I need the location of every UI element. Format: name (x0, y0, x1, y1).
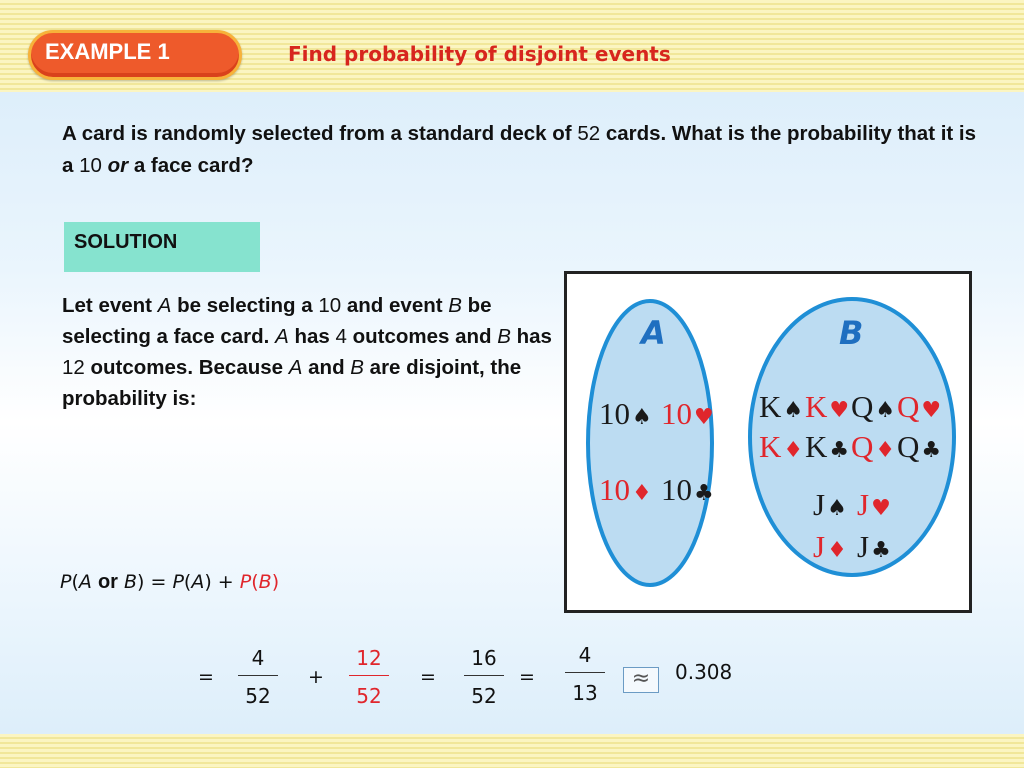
example-badge-label: EXAMPLE 1 (45, 39, 170, 64)
set-b-card-j-8: J♠ (813, 487, 847, 522)
expl-var-a-2: A (275, 325, 289, 348)
eq-sign-1: = (198, 666, 214, 688)
expl-var-b-2: B (497, 325, 511, 348)
set-a-label: A (641, 314, 666, 352)
expl-num-10: 10 (318, 294, 342, 317)
solution-explanation (62, 290, 552, 414)
expl-var-a-3: A (288, 356, 303, 379)
set-b-card-k-4: K♦ (759, 429, 804, 464)
fraction-16-52 (464, 646, 504, 708)
fraction-3-num: 16 (471, 646, 497, 670)
formula-eq: = (150, 571, 167, 593)
question-part1: A card is randomly selected from a standard deck of (62, 122, 578, 145)
expl-num-12: 12 (62, 356, 85, 379)
question-part3: a face card? (128, 154, 254, 177)
formula-a1: A (78, 571, 92, 593)
formula-p1: P (60, 571, 72, 593)
set-a-card-10-0: 10♠ (599, 396, 652, 431)
question-num-10: 10 (79, 154, 102, 177)
set-a-card-10-3: 10♣ (661, 472, 714, 507)
question-part2: cards. What is the probability that it is a (62, 122, 977, 177)
eq-sign-3: = (519, 666, 535, 688)
expl-t8: outcomes. Because (84, 356, 289, 379)
expl-t2: be selecting a (171, 294, 319, 317)
formula-p2: P (172, 571, 184, 593)
solution-label: SOLUTION (74, 231, 178, 253)
fraction-4-13 (565, 643, 605, 705)
bottom-stripe-band (0, 734, 1024, 768)
fraction-4-num: 4 (578, 643, 592, 667)
solution-label-box (64, 222, 260, 272)
expl-t7: has (510, 325, 552, 348)
expl-t10: are disjoint, the probability is: (62, 356, 522, 410)
formula-or: or (97, 571, 118, 593)
question-or: or (107, 154, 129, 177)
venn-diagram (564, 271, 972, 613)
set-b-card-j-11: J♣ (857, 529, 891, 564)
formula-b2: B (258, 571, 272, 593)
fraction-1-num: 4 (251, 646, 265, 670)
set-a-card-10-1: 10♥ (661, 396, 714, 431)
probability-formula: P(A or B) = P(A) + P(B) (60, 571, 280, 593)
formula-plus: + (217, 571, 234, 593)
fraction-2-num: 12 (356, 646, 382, 670)
result-value: 0.308 (675, 660, 733, 684)
plus-sign: + (308, 666, 324, 688)
eq-sign-2: = (420, 666, 436, 688)
formula-p3: P (239, 571, 252, 593)
expl-t3: and event (341, 294, 449, 317)
question-num-52: 52 (577, 122, 601, 145)
expl-t4: be selecting a face card. (62, 294, 492, 348)
question-text (62, 118, 982, 182)
set-b-card-k-0: K♠ (759, 389, 804, 424)
fraction-3-den: 52 (471, 684, 497, 708)
expl-var-b: B (448, 294, 462, 317)
set-b-card-q-3: Q♥ (897, 389, 942, 424)
expl-var-a: A (157, 294, 172, 317)
venn-svg (567, 274, 969, 610)
set-b-card-j-10: J♦ (813, 529, 847, 564)
fraction-12-52 (349, 646, 389, 708)
set-b-label: B (839, 314, 864, 352)
fraction-2-den: 52 (356, 684, 382, 708)
set-b-card-k-1: K♥ (805, 389, 850, 424)
expl-t9: and (302, 356, 351, 379)
set-b-card-k-5: K♣ (805, 429, 850, 464)
expl-num-4: 4 (335, 325, 347, 348)
fraction-1-den: 52 (245, 684, 271, 708)
set-a-card-10-2: 10♦ (599, 472, 652, 507)
set-b-card-q-7: Q♣ (897, 429, 942, 464)
fraction-4-den: 13 (572, 681, 598, 705)
set-b-card-j-9: J♥ (857, 487, 891, 522)
example-badge (28, 30, 242, 80)
expl-t1: Let event (62, 294, 158, 317)
page-title: Find probability of disjoint events (288, 42, 671, 66)
formula-a2: A (191, 571, 205, 593)
expl-t6: outcomes and (346, 325, 498, 348)
fraction-4-52 (238, 646, 278, 708)
expl-t5: has (288, 325, 336, 348)
formula-b1: B (123, 571, 138, 593)
set-b-card-q-2: Q♠ (851, 389, 896, 424)
expl-var-b-3: B (350, 356, 364, 379)
approx-icon: ≈ (623, 667, 659, 693)
set-b-card-q-6: Q♦ (851, 429, 896, 464)
